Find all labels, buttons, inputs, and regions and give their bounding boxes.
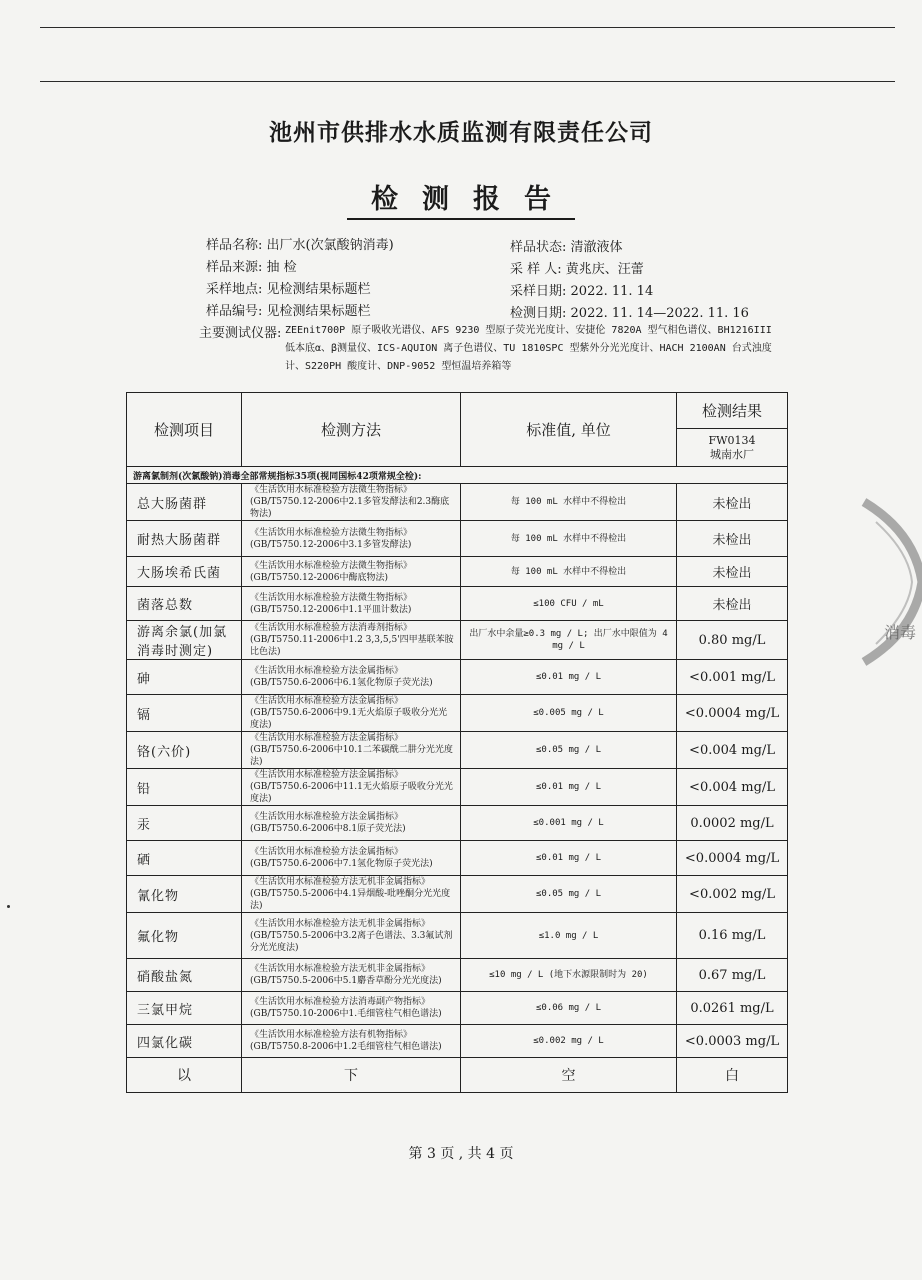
standard-cell: ≤0.01 mg / L bbox=[461, 841, 677, 876]
report-title: 检测报告 bbox=[0, 177, 922, 220]
item-cell: 游离余氯(加氯消毒时测定) bbox=[127, 621, 242, 660]
item-cell: 大肠埃希氏菌 bbox=[127, 557, 242, 587]
page-number: 第 3 页 , 共 4 页 bbox=[408, 1146, 514, 1162]
result-cell: <0.0003 mg/L bbox=[677, 1025, 788, 1058]
method-cell: 《生活饮用水标准检验方法无机非金属指标》(GB/T5750.5-2006中5.1麝香草酚分光光度法) bbox=[242, 959, 461, 992]
info-state: 样品状态: 清澈液体 bbox=[510, 240, 623, 255]
method-cell: 《生活饮用水标准检验方法微生物指标》(GB/T5750.12-2006中1.1平皿计数法) bbox=[242, 587, 461, 621]
table-row bbox=[127, 732, 788, 769]
method-cell: 《生活饮用水标准检验方法微生物指标》(GB/T5750.12-2006中3.1多管发酵法) bbox=[242, 521, 461, 557]
company-name: 池州市供排水水质监测有限责任公司 bbox=[269, 119, 653, 146]
item-cell: 硝酸盐氮 bbox=[127, 959, 242, 992]
info-location: 采样地点: 见检测结果标题栏 bbox=[206, 282, 371, 297]
footer-cell: 空 bbox=[461, 1058, 677, 1093]
standard-cell: ≤0.005 mg / L bbox=[461, 695, 677, 732]
category-row: 游离氯制剂(次氯酸钠)消毒全部常规指标35项(视同国标42项常规全检): bbox=[127, 467, 788, 484]
stamp-seal bbox=[854, 492, 922, 666]
standard-cell: ≤0.001 mg / L bbox=[461, 806, 677, 841]
item-cell: 砷 bbox=[127, 660, 242, 695]
method-cell: 《生活饮用水标准检验方法消毒剂指标》(GB/T5750.11-2006中1.2 3,3,5,5'四甲基联苯胺比色法) bbox=[242, 621, 461, 660]
instruments-label: 主要测试仪器: bbox=[199, 326, 282, 341]
method-cell: 《生活饮用水标准检验方法无机非金属指标》(GB/T5750.5-2006中4.1异烟酸-吡唑酮分光光度法) bbox=[242, 876, 461, 913]
footer-row bbox=[127, 1058, 788, 1093]
standard-cell: ≤1.0 mg / L bbox=[461, 913, 677, 959]
info-sampler: 采 样 人: 黄兆庆、汪蕾 bbox=[510, 262, 644, 277]
item-cell: 耐热大肠菌群 bbox=[127, 521, 242, 557]
standard-cell: ≤0.05 mg / L bbox=[461, 732, 677, 769]
result-cell: <0.002 mg/L bbox=[677, 876, 788, 913]
table-row bbox=[127, 695, 788, 732]
info-sample-no: 样品编号: 见检测结果标题栏 bbox=[206, 304, 371, 319]
item-cell: 氰化物 bbox=[127, 876, 242, 913]
info-sample-name: 样品名称: 出厂水(次氯酸钠消毒) bbox=[206, 238, 394, 253]
method-cell: 《生活饮用水标准检验方法金属指标》(GB/T5750.6-2006中8.1原子荧光法) bbox=[242, 806, 461, 841]
stamp-text: 消毒 bbox=[884, 623, 917, 642]
method-cell: 《生活饮用水标准检验方法金属指标》(GB/T5750.6-2006中9.1无火焰原子吸收分光光度法) bbox=[242, 695, 461, 732]
table-row bbox=[127, 806, 788, 841]
table-row bbox=[127, 1025, 788, 1058]
standard-cell: ≤0.002 mg / L bbox=[461, 1025, 677, 1058]
result-cell: 0.16 mg/L bbox=[677, 913, 788, 959]
standard-cell: ≤0.01 mg / L bbox=[461, 660, 677, 695]
result-cell: 0.0261 mg/L bbox=[677, 992, 788, 1025]
item-cell: 菌落总数 bbox=[127, 587, 242, 621]
standard-cell: 每 100 mL 水样中不得检出 bbox=[461, 484, 677, 521]
table-row bbox=[127, 660, 788, 695]
standard-cell: 出厂水中余量≥0.3 mg / L; 出厂水中限值为 4 mg / L bbox=[461, 621, 677, 660]
table-row bbox=[127, 769, 788, 806]
standard-cell: 每 100 mL 水样中不得检出 bbox=[461, 521, 677, 557]
standard-cell: ≤0.05 mg / L bbox=[461, 876, 677, 913]
table-row bbox=[127, 621, 788, 660]
item-cell: 铅 bbox=[127, 769, 242, 806]
table-row bbox=[127, 484, 788, 521]
footer-cell: 下 bbox=[242, 1058, 461, 1093]
result-cell: 未检出 bbox=[677, 587, 788, 621]
top-rule-1 bbox=[40, 27, 895, 28]
instruments bbox=[199, 322, 784, 376]
info-sample-source: 样品来源: 抽 检 bbox=[206, 260, 297, 275]
item-cell: 镉 bbox=[127, 695, 242, 732]
item-cell: 汞 bbox=[127, 806, 242, 841]
table-row bbox=[127, 959, 788, 992]
method-cell: 《生活饮用水标准检验方法无机非金属指标》(GB/T5750.5-2006中3.2离子色谱法、3.3氟试剂分光光度法) bbox=[242, 913, 461, 959]
result-cell: <0.0004 mg/L bbox=[677, 695, 788, 732]
info-sample-date: 采样日期: 2022. 11. 14 bbox=[510, 284, 654, 299]
table-row bbox=[127, 587, 788, 621]
standard-cell: ≤10 mg / L (地下水源限制时为 20) bbox=[461, 959, 677, 992]
item-cell: 铬(六价) bbox=[127, 732, 242, 769]
method-cell: 《生活饮用水标准检验方法微生物指标》(GB/T5750.12-2006中酶底物法) bbox=[242, 557, 461, 587]
table-row bbox=[127, 521, 788, 557]
header-sample bbox=[677, 429, 788, 467]
method-cell: 《生活饮用水标准检验方法金属指标》(GB/T5750.6-2006中11.1无火焰原子吸收分光光度法) bbox=[242, 769, 461, 806]
standard-cell: ≤100 CFU / mL bbox=[461, 587, 677, 621]
result-cell: 未检出 bbox=[677, 521, 788, 557]
result-cell: 0.67 mg/L bbox=[677, 959, 788, 992]
header-standard: 标准值, 单位 bbox=[461, 393, 677, 467]
top-rule-2 bbox=[40, 81, 895, 82]
header-method: 检测方法 bbox=[242, 393, 461, 467]
result-cell: <0.004 mg/L bbox=[677, 732, 788, 769]
item-cell: 总大肠菌群 bbox=[127, 484, 242, 521]
table-row bbox=[127, 913, 788, 959]
results-table bbox=[126, 392, 788, 1093]
table-row bbox=[127, 992, 788, 1025]
item-cell: 硒 bbox=[127, 841, 242, 876]
result-cell: 未检出 bbox=[677, 484, 788, 521]
method-cell: 《生活饮用水标准检验方法有机物指标》(GB/T5750.8-2006中1.2毛细管柱气相色谱法) bbox=[242, 1025, 461, 1058]
result-cell: <0.001 mg/L bbox=[677, 660, 788, 695]
header-result: 检测结果 bbox=[677, 393, 788, 429]
result-cell: 0.80 mg/L bbox=[677, 621, 788, 660]
header-item: 检测项目 bbox=[127, 393, 242, 467]
table-row bbox=[127, 876, 788, 913]
standard-cell: ≤0.01 mg / L bbox=[461, 769, 677, 806]
item-cell: 三氯甲烷 bbox=[127, 992, 242, 1025]
method-cell: 《生活饮用水标准检验方法金属指标》(GB/T5750.6-2006中6.1氢化物原子荧光法) bbox=[242, 660, 461, 695]
standard-cell: 每 100 mL 水样中不得检出 bbox=[461, 557, 677, 587]
item-cell: 四氯化碳 bbox=[127, 1025, 242, 1058]
method-cell: 《生活饮用水标准检验方法微生物指标》(GB/T5750.12-2006中2.1多管发酵法和2.3酶底物法) bbox=[242, 484, 461, 521]
table-row bbox=[127, 841, 788, 876]
method-cell: 《生活饮用水标准检验方法金属指标》(GB/T5750.6-2006中7.1氢化物原子荧光法) bbox=[242, 841, 461, 876]
result-cell: 0.0002 mg/L bbox=[677, 806, 788, 841]
footer-cell: 以 bbox=[127, 1058, 242, 1093]
sample-id: FW0134 bbox=[708, 433, 756, 447]
standard-cell: ≤0.06 mg / L bbox=[461, 992, 677, 1025]
result-cell: 未检出 bbox=[677, 557, 788, 587]
result-cell: <0.0004 mg/L bbox=[677, 841, 788, 876]
instruments-list: ZEEnit700P 原子吸收光谱仪、AFS 9230 型原子荧光光度计、安捷伦 7820A 型气相色谱仪、BH1216III 低本底α、β测量仪、ICS-AQUION 离子色谱仪、TU 1810SPC 型紫外分光光度计、HACH 2100AN 台式浊度计、S220PH 酸度计、DNP-9052 型恒温培养箱等 bbox=[285, 325, 772, 372]
footer-cell: 白 bbox=[677, 1058, 788, 1093]
method-cell: 《生活饮用水标准检验方法金属指标》(GB/T5750.6-2006中10.1二苯碳酰二肼分光光度法) bbox=[242, 732, 461, 769]
result-cell: <0.004 mg/L bbox=[677, 769, 788, 806]
item-cell: 氟化物 bbox=[127, 913, 242, 959]
info-test-date: 检测日期: 2022. 11. 14—2022. 11. 16 bbox=[510, 306, 749, 321]
scan-speck bbox=[7, 905, 10, 908]
table-row bbox=[127, 557, 788, 587]
sample-site: 城南水厂 bbox=[710, 447, 754, 461]
method-cell: 《生活饮用水标准检验方法消毒副产物指标》(GB/T5750.10-2006中1.毛细管柱气相色谱法) bbox=[242, 992, 461, 1025]
